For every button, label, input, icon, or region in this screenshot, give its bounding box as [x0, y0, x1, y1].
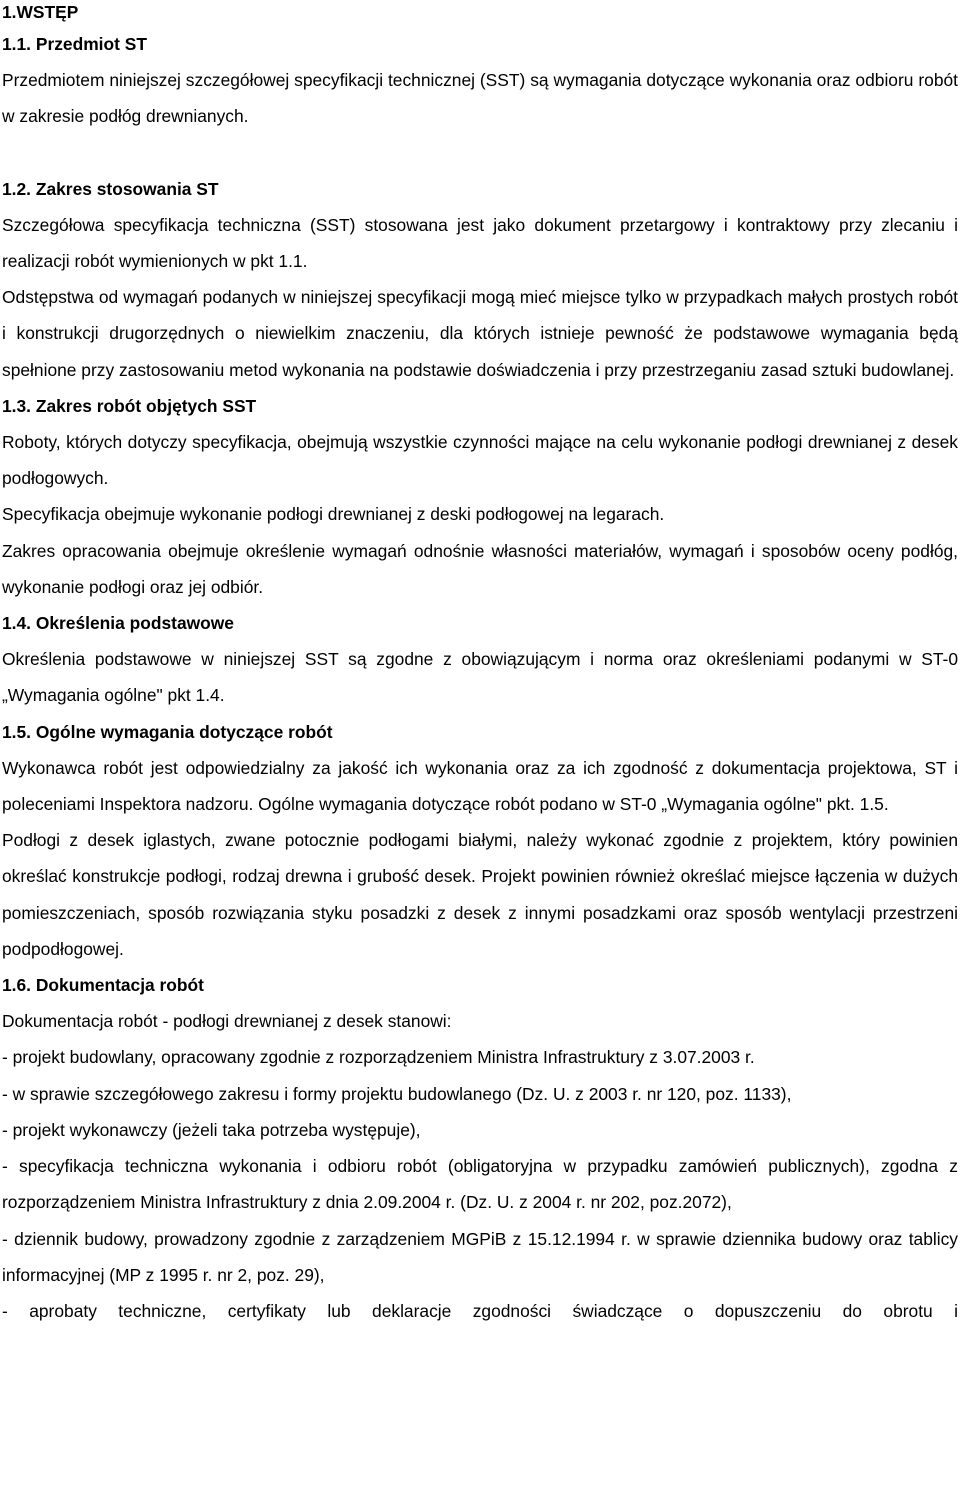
section-heading-1-6: 1.6. Dokumentacja robót: [2, 975, 204, 996]
section-heading-1-4: 1.4. Określenia podstawowe: [2, 613, 234, 634]
section-heading-1-5: 1.5. Ogólne wymagania dotyczące robót: [2, 721, 333, 742]
list-item: - aprobaty techniczne, certyfikaty lub deklaracje zgodności świadczące o dopuszczeniu do obrotu i: [2, 1300, 958, 1321]
paragraph: Określenia podstawowe w niniejszej SST są zgodne z obowiązującym i norma oraz określeniami podanymi w ST-0 „Wymagania ogólne" pkt 1.4.: [2, 649, 958, 706]
chapter-heading: 1.WSTĘP: [2, 2, 79, 22]
paragraph: Odstępstwa od wymagań podanych w niniejszej specyfikacji mogą mieć miejsce tylko w przypadkach małych prostych robót i konstrukcji drugorzędnych o niewielkim znaczeniu, dla których istnieje pewność że podstawowe wymagania będą spełnione przy zastosowaniu metod wykonania na podstawie doświadczenia i przy przestrzeganiu zasad sztuki budowlanej.: [2, 287, 958, 380]
paragraph: Dokumentacja robót - podłogi drewnianej z desek stanowi:: [2, 1011, 452, 1032]
list-item: - specyfikacja techniczna wykonania i odbioru robót (obligatoryjna w przypadku zamówień publicznych), zgodna z rozporządzeniem Ministra Infrastruktury z dnia 2.09.2004 r. (Dz. U. z 2004 r. nr 202, poz.2072),: [2, 1156, 958, 1213]
list-item: - projekt wykonawczy (jeżeli taka potrzeba występuje),: [2, 1119, 421, 1140]
paragraph: Przedmiotem niniejszej szczegółowej specyfikacji technicznej (SST) są wymagania dotyczące wykonania oraz odbioru robót w zakresie podłóg drewnianych.: [2, 70, 958, 127]
list-item: - projekt budowlany, opracowany zgodnie z rozporządzeniem Ministra Infrastruktury z 3.07.2003 r.: [2, 1047, 755, 1068]
paragraph: Szczegółowa specyfikacja techniczna (SST) stosowana jest jako dokument przetargowy i kontraktowy przy zlecaniu i realizacji robót wymienionych w pkt 1.1.: [2, 214, 958, 272]
section-heading-1-2: 1.2. Zakres stosowania ST: [2, 178, 219, 199]
list-item: - w sprawie szczegółowego zakresu i formy projektu budowlanego (Dz. U. z 2003 r. nr 120, poz. 1133),: [2, 1083, 792, 1104]
paragraph: Roboty, których dotyczy specyfikacja, obejmują wszystkie czynności mające na celu wykonanie podłogi drewnianej z desek podłogowych.: [2, 432, 958, 489]
list-item: - dziennik budowy, prowadzony zgodnie z zarządzeniem MGPiB z 15.12.1994 r. w sprawie dziennika budowy oraz tablicy informacyjnej (MP z 1995 r. nr 2, poz. 29),: [2, 1228, 958, 1285]
section-heading-1-3: 1.3. Zakres robót objętych SST: [2, 395, 257, 416]
paragraph: Wykonawca robót jest odpowiedzialny za jakość ich wykonania oraz za ich zgodność z dokumentacja projektowa, ST i poleceniami Inspektora nadzoru. Ogólne wymagania dotyczące robót podano w ST-0 „Wymagania ogólne" pkt. 1.5.: [2, 757, 958, 815]
paragraph: Specyfikacja obejmuje wykonanie podłogi drewnianej z deski podłogowej na legarach.: [2, 504, 665, 525]
paragraph: Zakres opracowania obejmuje określenie wymagań odnośnie własności materiałów, wymagań i sposobów oceny podłóg, wykonanie podłogi oraz jej odbiór.: [2, 540, 958, 597]
section-heading-1-1: 1.1. Przedmiot ST: [2, 34, 147, 54]
blank-line: [2, 135, 958, 171]
paragraph: Podłogi z desek iglastych, zwane potocznie podłogami białymi, należy wykonać zgodnie z projektem, który powinien określać konstrukcje podłogi, rodzaj drewna i grubość desek. Projekt powinien również określać miejsce łączenia w dużych pomieszczeniach, sposób rozwiązania styku posadzki z desek z innymi posadzkami oraz sposób wentylacji przestrzeni podpodłogowej.: [2, 830, 958, 959]
